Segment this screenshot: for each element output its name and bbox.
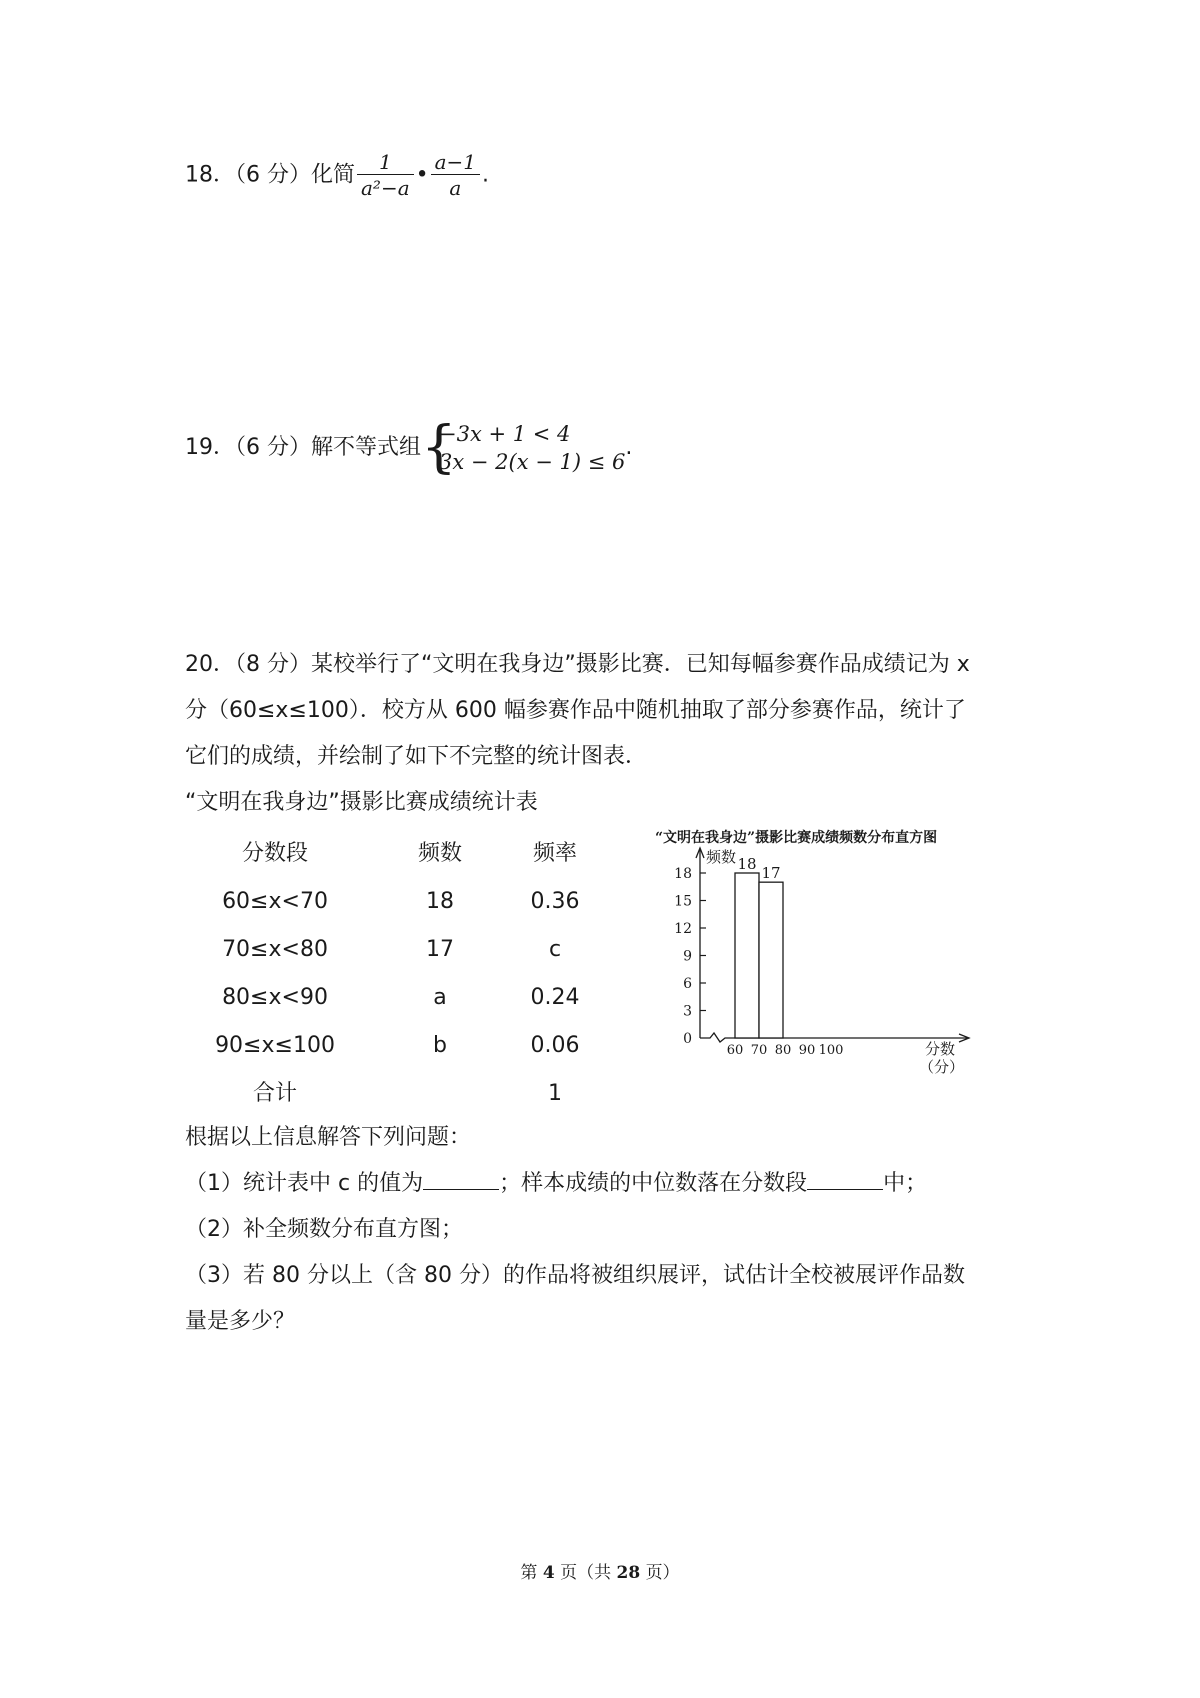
table-cell: c — [548, 937, 562, 962]
y-tick-label: 9 — [683, 948, 692, 965]
histogram-bar — [735, 873, 759, 1038]
bar-data-label: 17 — [761, 864, 781, 883]
y-tick-label: 0 — [683, 1031, 692, 1047]
q18-frac2-denominator: a — [449, 176, 462, 200]
x-axis-unit: （分） — [919, 1058, 965, 1076]
table-cell: 60≤x<70 — [222, 889, 328, 914]
table-cell: 90≤x≤100 — [215, 1033, 335, 1058]
y-tick-label: 6 — [683, 976, 692, 992]
q20-sub1-text-b: ；样本成绩的中位数落在分数段 — [499, 1171, 808, 1196]
table-row — [185, 926, 605, 974]
q20-line-1: 20．（8 分）某校举行了“文明在我身边”摄影比赛．已知每幅参赛作品成绩记为 x — [185, 652, 970, 677]
table-cell: 0.06 — [530, 1033, 580, 1058]
x-tick-label: 70 — [750, 1043, 768, 1058]
x-tick-label: 60 — [726, 1043, 744, 1058]
q18-fraction-1 — [357, 150, 414, 201]
q20-line-2: 分（60≤x≤100）．校方从 600 幅参赛作品中随机抽取了部分参赛作品，统计了 — [185, 698, 966, 723]
table-header-cell: 频数 — [417, 841, 462, 866]
q18-prefix: 18．（6 分）化简 — [185, 162, 355, 188]
q20-sub-3-line-1: （3）若 80 分以上（含 80 分）的作品将被组织展评，试估计全校被展评作品数 — [185, 1263, 965, 1288]
table-cell: 合计 — [252, 1081, 297, 1106]
question-18 — [185, 150, 489, 201]
footer-suffix: 页） — [645, 1563, 680, 1583]
table-cell: 70≤x<80 — [222, 937, 328, 962]
q19-brace: { — [421, 415, 457, 480]
question-20 — [185, 642, 970, 826]
chart-title: “文明在我身边”摄影比赛成绩频数分布直方图 — [655, 830, 938, 846]
q19-suffix: . — [625, 435, 633, 460]
table-header-cell: 频率 — [532, 841, 577, 866]
answer-blank-median[interactable] — [807, 1169, 883, 1190]
frequency-histogram — [655, 828, 1015, 1098]
bar-data-label: 18 — [737, 855, 757, 873]
y-tick-label: 3 — [683, 1003, 692, 1020]
q19-prefix: 19．（6 分）解不等式组 — [185, 435, 421, 460]
footer-middle: 页（共 — [560, 1563, 612, 1583]
table-header-cell: 分数段 — [241, 841, 308, 866]
y-tick-label: 18 — [674, 866, 692, 882]
table-row — [185, 1022, 605, 1070]
question-20-subquestions — [185, 1115, 965, 1345]
q20-sub-2: （2）补全频数分布直方图； — [185, 1217, 463, 1242]
q19-row-2: 3x − 2(x − 1) ≤ 6 — [439, 450, 626, 474]
table-header-row — [185, 830, 605, 878]
q20-sub1-text-c: 中； — [883, 1171, 928, 1196]
table-cell: 18 — [426, 889, 454, 914]
answer-blank-c[interactable] — [423, 1169, 499, 1190]
q20-table-title: “文明在我身边”摄影比赛成绩统计表 — [185, 790, 538, 815]
x-tick-label: 80 — [774, 1043, 792, 1058]
page-footer — [0, 1558, 1200, 1583]
table-cell: 1 — [548, 1081, 562, 1106]
y-tick-label: 12 — [674, 921, 692, 937]
q18-frac2-numerator: a−1 — [431, 150, 480, 175]
table-cell: a — [433, 985, 447, 1010]
q18-fraction-2 — [431, 150, 480, 201]
table-cell: 0.36 — [530, 889, 580, 914]
q20-sub-1 — [185, 1161, 965, 1207]
table-row — [185, 974, 605, 1022]
footer-page-number: 4 — [542, 1563, 555, 1583]
footer-prefix: 第 — [520, 1563, 538, 1583]
q18-frac1-denominator: a²−a — [361, 176, 410, 200]
q19-row-1: −3x + 1 < 4 — [439, 422, 571, 446]
q20-line-3: 它们的成绩，并绘制了如下不完整的统计图表． — [185, 744, 648, 769]
q20-sub-3-line-2: 量是多少？ — [185, 1309, 296, 1334]
score-stat-table — [185, 830, 605, 1118]
table-cell: b — [433, 1033, 447, 1058]
q19-inequality-system — [421, 415, 626, 480]
q20-sub1-text-a: （1）统计表中 c 的值为 — [185, 1171, 424, 1196]
q20-prompt: 根据以上信息解答下列问题： — [185, 1125, 472, 1150]
question-19 — [185, 415, 633, 480]
x-tick-label: 90 — [798, 1043, 816, 1058]
x-axis-label: 分数 — [925, 1040, 956, 1058]
q18-dot: • — [415, 162, 429, 188]
table-cell: 17 — [426, 937, 454, 962]
histogram-bar — [759, 882, 783, 1038]
table-row — [185, 878, 605, 926]
x-tick-label: 100 — [818, 1043, 844, 1058]
table-cell: 80≤x<90 — [222, 985, 328, 1010]
table-cell: 0.24 — [530, 985, 580, 1010]
footer-total-pages: 28 — [616, 1563, 641, 1583]
q18-frac1-numerator: 1 — [357, 150, 414, 175]
y-axis-label: 频数 — [706, 848, 737, 866]
table-row — [185, 1070, 605, 1118]
q18-suffix: . — [482, 162, 490, 188]
y-tick-label: 15 — [674, 893, 692, 910]
